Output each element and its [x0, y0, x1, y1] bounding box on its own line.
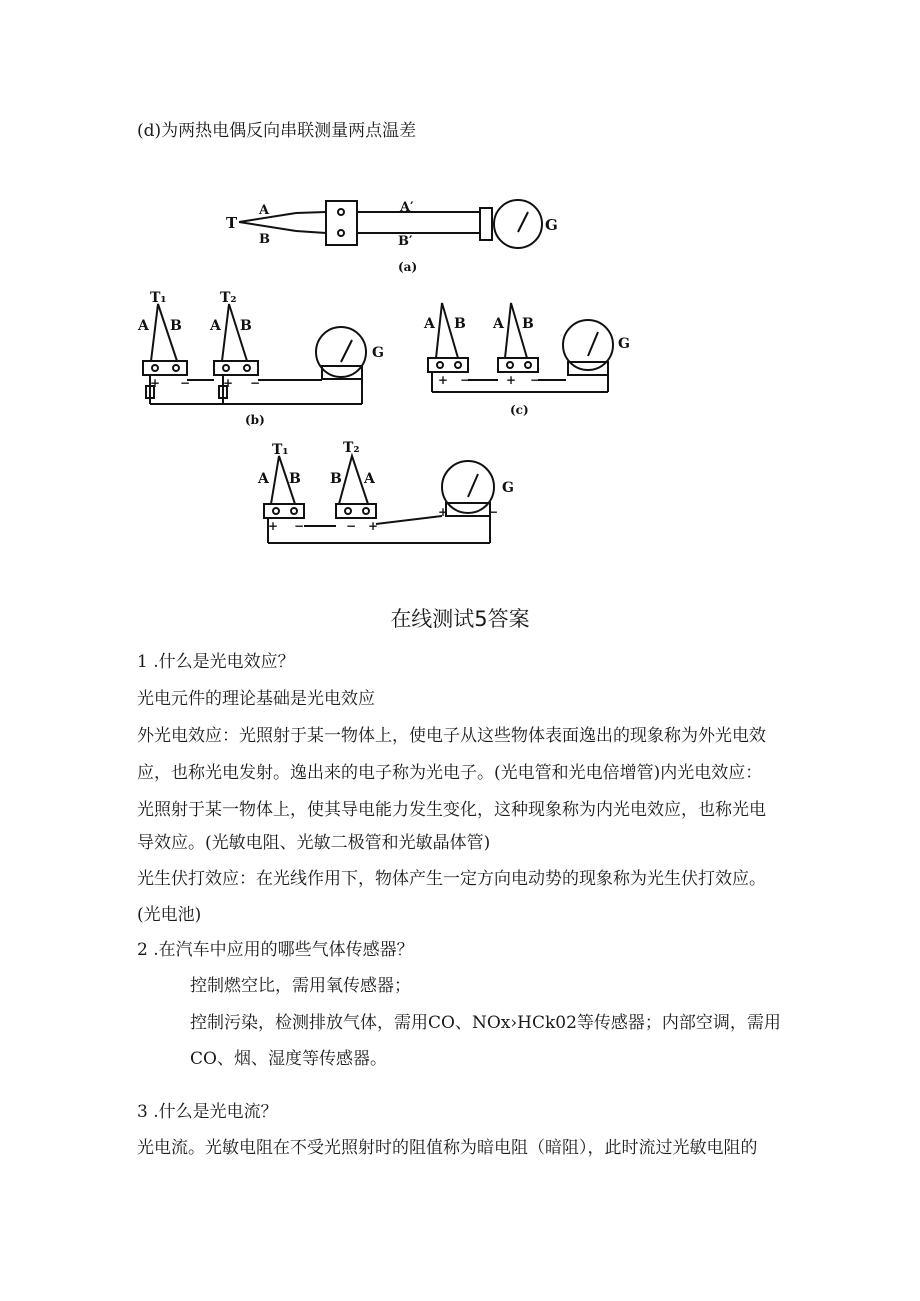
label-c-B1: B — [454, 316, 466, 332]
label-b-plus1: + — [150, 376, 161, 390]
label-a-G: G — [545, 216, 558, 234]
thermocouple-figure — [0, 0, 920, 600]
label-d-plus1: + — [268, 519, 279, 533]
label-b-G: G — [372, 345, 384, 361]
caption-b: (b) — [245, 413, 265, 427]
question-3: 3 .什么是光电流？ — [137, 1102, 278, 1122]
label-d-G: G — [502, 480, 514, 496]
label-b-plus2: + — [223, 376, 234, 390]
label-c-minus1: − — [460, 373, 471, 387]
paragraph-line: 应，也称光电发射。逸出来的电子称为光电子。(光电管和光电倍增管)内光电效应： — [137, 763, 763, 783]
label-d-B2: B — [330, 471, 342, 487]
label-b-minus1: − — [180, 376, 191, 390]
paragraph-line: (光电池) — [137, 905, 202, 925]
paragraph-line: 光照射于某一物体上，使其导电能力发生变化，这种现象称为内光电效应，也称光电 — [137, 800, 766, 820]
label-a-T: T — [226, 214, 238, 232]
label-d-minusG: − — [488, 505, 499, 519]
label-d-A2: A — [364, 471, 375, 487]
label-d-minus1: − — [294, 519, 305, 533]
label-c-minus2: − — [530, 373, 541, 387]
label-d-T2: T₂ — [343, 440, 360, 456]
label-c-plus2: + — [506, 373, 517, 387]
label-b-B1: B — [170, 318, 182, 334]
section-title: 在线测试5答案 — [390, 607, 530, 631]
label-c-B2: B — [522, 316, 534, 332]
paragraph-line: 光生伏打效应：在光线作用下，物体产生一定方向电动势的现象称为光生伏打效应。 — [137, 869, 766, 889]
label-b-A2: A — [210, 318, 221, 334]
label-b-T2: T₂ — [220, 290, 237, 306]
diagram-a — [239, 200, 542, 248]
label-a-A: A — [259, 203, 270, 218]
question-1: 1 .什么是光电效应？ — [137, 652, 295, 672]
question-2: 2 .在汽车中应用的哪些气体传感器？ — [137, 940, 414, 960]
label-d-plusG: + — [438, 505, 449, 519]
label-c-G: G — [618, 336, 630, 352]
label-c-plus1: + — [438, 373, 449, 387]
label-c-A2: A — [493, 316, 504, 332]
paragraph-line: 控制燃空比，需用氧传感器； — [190, 976, 411, 996]
label-d-minus2: − — [346, 519, 357, 533]
caption-c: (c) — [510, 403, 529, 417]
paragraph-line: 光电流。光敏电阻在不受光照射时的阻值称为暗电阻（暗阻），此时流过光敏电阻的 — [137, 1138, 758, 1158]
paragraph-line: 光电元件的理论基础是光电效应 — [137, 689, 375, 709]
label-b-B2: B — [240, 318, 252, 334]
label-b-T1: T₁ — [150, 290, 167, 306]
label-d-plus2: + — [368, 519, 379, 533]
label-a-Aprime: A′ — [400, 200, 414, 215]
paragraph-line: 导效应。(光敏电阻、光敏二极管和光敏晶体管) — [137, 833, 491, 853]
label-a-B: B — [259, 232, 270, 247]
label-c-A1: A — [424, 316, 435, 332]
label-a-Bprime: B′ — [398, 234, 413, 249]
label-d-A1: A — [258, 471, 269, 487]
label-b-minus2: − — [250, 376, 261, 390]
label-d-T1: T₁ — [272, 442, 289, 458]
caption-d: (d)为两热电偶反向串联测量两点温差 — [137, 121, 417, 141]
paragraph-line: CO、烟、湿度等传感器。 — [190, 1049, 387, 1069]
caption-a: (a) — [398, 260, 418, 274]
paragraph-line: 外光电效应：光照射于某一物体上，使电子从这些物体表面逸出的现象称为外光电效 — [137, 726, 766, 746]
label-d-B1: B — [289, 471, 301, 487]
label-b-A1: A — [138, 318, 149, 334]
paragraph-line: 控制污染，检测排放气体，需用CO、NOx›HCk02等传感器；内部空调，需用 — [190, 1013, 781, 1033]
